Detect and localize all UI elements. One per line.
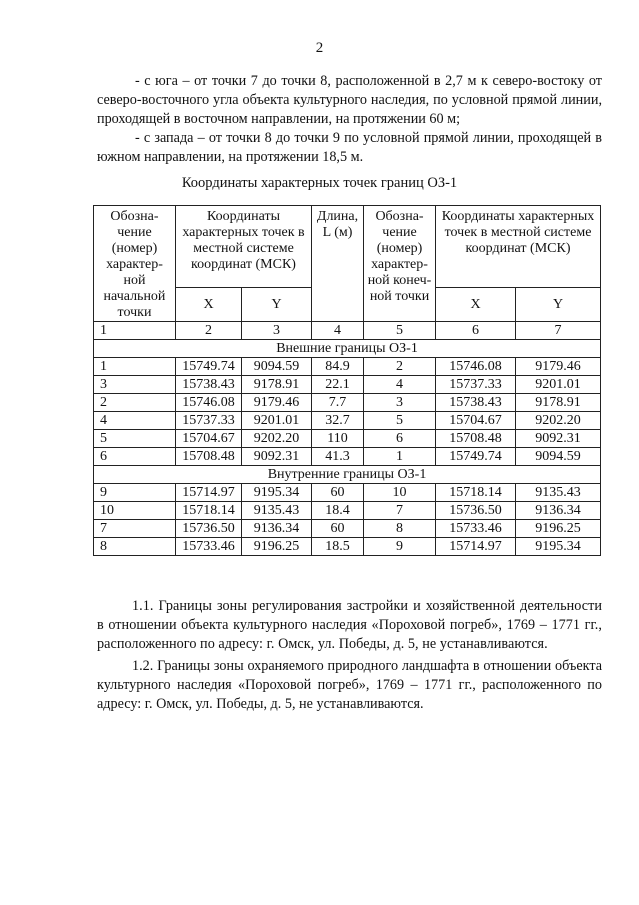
section-title: Внутренние границы ОЗ-1: [94, 466, 601, 484]
table-cell: 9135.43: [516, 484, 601, 502]
table-row: [94, 448, 601, 466]
table-cell: 7: [94, 520, 176, 538]
table-cell: 60: [312, 520, 364, 538]
paragraph-south-text: - с юга – от точки 7 до точки 8, расположенной в 2,7 м к северо-востоку от северо-восточного угла объекта культурного наследия, по условной прямой линии, проходящей в восточном направлении, на протяжении 60 м;: [97, 73, 602, 127]
header-length: Длина, L (м): [312, 206, 364, 322]
table-row: [94, 484, 601, 502]
header-coords-end: Координаты характерных точек в местной системе координат (МСК): [436, 206, 601, 288]
table-cell: 41.3: [312, 448, 364, 466]
column-index-cell: 3: [242, 322, 312, 340]
table-cell: 10: [94, 502, 176, 520]
table-cell: 9136.34: [242, 520, 312, 538]
table-cell: 6: [364, 430, 436, 448]
table-cell: 110: [312, 430, 364, 448]
table-section-row: [94, 340, 601, 358]
table-cell: 9135.43: [242, 502, 312, 520]
table-row: [94, 358, 601, 376]
table-row: [94, 520, 601, 538]
table-row: [94, 394, 601, 412]
table-cell: 15737.33: [176, 412, 242, 430]
column-index-cell: 2: [176, 322, 242, 340]
table-cell: 15714.97: [176, 484, 242, 502]
table-cell: 15746.08: [436, 358, 516, 376]
table-cell: 9179.46: [242, 394, 312, 412]
paragraph-south-boundary: [97, 72, 602, 129]
paragraph-zone-text: 1.1. Границы зоны регулирования застройки и хозяйственной деятельности в отношении объекта культурного наследия «Пороховой погреб», 1769 – 1771 гг., расположенного по адресу: г. Омск, ул. Победы, д. 5, не устанавливаются.: [97, 598, 602, 652]
table-cell: 60: [312, 484, 364, 502]
column-index-cell: 4: [312, 322, 364, 340]
table-cell: 5: [364, 412, 436, 430]
table-cell: 15738.43: [436, 394, 516, 412]
table-row: [94, 502, 601, 520]
table-cell: 9195.34: [516, 538, 601, 556]
coordinates-table: [93, 205, 601, 556]
table-row: [94, 430, 601, 448]
table-cell: 1: [94, 358, 176, 376]
paragraph-west-boundary: [97, 129, 602, 167]
table-cell: 15718.14: [176, 502, 242, 520]
header-x-start: X: [176, 288, 242, 322]
section-title: Внешние границы ОЗ-1: [94, 340, 601, 358]
table-section-row: [94, 466, 601, 484]
table-cell: 15749.74: [176, 358, 242, 376]
header-coords-start: Координаты характерных точек в местной системе координат (МСК): [176, 206, 312, 288]
table-cell: 15733.46: [176, 538, 242, 556]
table-cell: 9136.34: [516, 502, 601, 520]
table-cell: 84.9: [312, 358, 364, 376]
table-cell: 9092.31: [516, 430, 601, 448]
table-cell: 4: [364, 376, 436, 394]
table-cell: 9178.91: [242, 376, 312, 394]
table-cell: 15733.46: [436, 520, 516, 538]
table-row: [94, 376, 601, 394]
column-index-cell: 1: [94, 322, 176, 340]
page-number: 2: [315, 40, 324, 56]
column-index-cell: 6: [436, 322, 516, 340]
table-cell: 9195.34: [242, 484, 312, 502]
table-cell: 9202.20: [516, 412, 601, 430]
table-cell: 15738.43: [176, 376, 242, 394]
column-index-cell: 7: [516, 322, 601, 340]
table-cell: 8: [94, 538, 176, 556]
table-cell: 9196.25: [242, 538, 312, 556]
header-start-point: Обозна-чение (номер) характер-ной начальной точки: [94, 206, 176, 322]
table-index-row: [94, 322, 601, 340]
header-y-start: Y: [242, 288, 312, 322]
table-cell: 9: [94, 484, 176, 502]
table-cell: 9202.20: [242, 430, 312, 448]
table-cell: 9196.25: [516, 520, 601, 538]
table-cell: 22.1: [312, 376, 364, 394]
table-cell: 5: [94, 430, 176, 448]
table-cell: 15704.67: [176, 430, 242, 448]
table-cell: 9179.46: [516, 358, 601, 376]
header-y-end: Y: [516, 288, 601, 322]
paragraph-west-text: - с запада – от точки 8 до точки 9 по условной прямой линии, проходящей в южном направлении, на протяжении 18,5 м.: [97, 130, 602, 165]
table-cell: 8: [364, 520, 436, 538]
table-cell: 15714.97: [436, 538, 516, 556]
column-index-cell: 5: [364, 322, 436, 340]
table-cell: 6: [94, 448, 176, 466]
table-cell: 7: [364, 502, 436, 520]
table-cell: 15749.74: [436, 448, 516, 466]
table-cell: 32.7: [312, 412, 364, 430]
table-body: [94, 322, 601, 556]
header-x-end: X: [436, 288, 516, 322]
paragraph-zone-regulation: [97, 597, 602, 654]
table-cell: 9092.31: [242, 448, 312, 466]
table-cell: 9201.01: [242, 412, 312, 430]
table-cell: 15708.48: [176, 448, 242, 466]
table-cell: 15736.50: [436, 502, 516, 520]
table-cell: 15737.33: [436, 376, 516, 394]
table-cell: 9201.01: [516, 376, 601, 394]
table-cell: 9178.91: [516, 394, 601, 412]
table-cell: 2: [364, 358, 436, 376]
paragraph-landscape: [97, 657, 602, 714]
table-cell: 3: [364, 394, 436, 412]
table-row: [94, 538, 601, 556]
table-cell: 9094.59: [516, 448, 601, 466]
header-end-point: Обозна-чение (номер) характер-ной конеч-ной точки: [364, 206, 436, 322]
table-cell: 15736.50: [176, 520, 242, 538]
table-cell: 10: [364, 484, 436, 502]
table-cell: 15718.14: [436, 484, 516, 502]
table-row: [94, 412, 601, 430]
table-caption: Координаты характерных точек границ ОЗ-1: [181, 175, 458, 191]
table-cell: 18.4: [312, 502, 364, 520]
table-cell: 2: [94, 394, 176, 412]
table-cell: 9094.59: [242, 358, 312, 376]
table-cell: 15704.67: [436, 412, 516, 430]
table-cell: 3: [94, 376, 176, 394]
table-cell: 9: [364, 538, 436, 556]
table-cell: 15746.08: [176, 394, 242, 412]
table-cell: 18.5: [312, 538, 364, 556]
paragraph-landscape-text: 1.2. Границы зоны охраняемого природного ландшафта в отношении объекта культурного наследия «Пороховой погреб», 1769 – 1771 гг., расположенного по адресу: г. Омск, ул. Победы, д. 5, не устанавливаются.: [97, 658, 602, 712]
table-cell: 1: [364, 448, 436, 466]
table-cell: 15708.48: [436, 430, 516, 448]
table-cell: 7.7: [312, 394, 364, 412]
table-cell: 4: [94, 412, 176, 430]
